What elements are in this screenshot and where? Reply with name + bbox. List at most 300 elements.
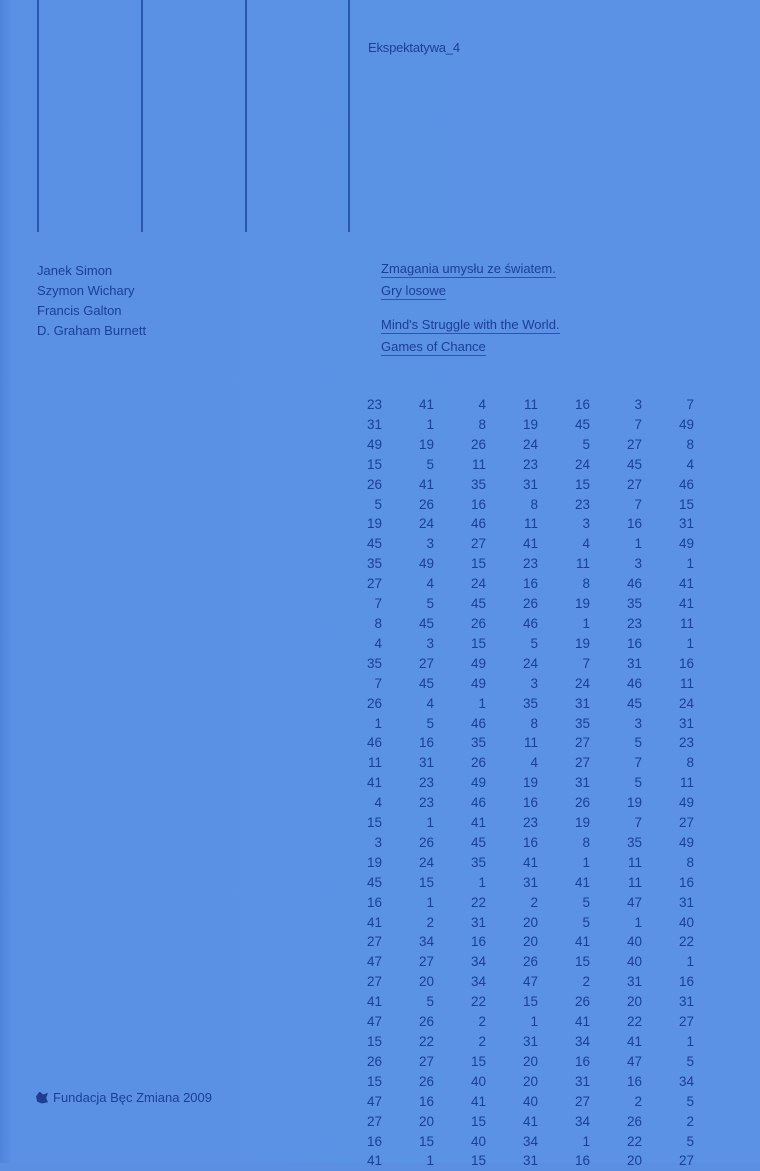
random-number-table <box>358 395 694 1171</box>
number-cell: 2 <box>426 914 434 930</box>
table-row <box>358 893 694 913</box>
number-cell: 5 <box>426 456 434 472</box>
number-cell: 19 <box>366 516 382 532</box>
author-name: Szymon Wichary <box>37 283 135 298</box>
number-cell: 8 <box>686 755 694 771</box>
number-cell: 27 <box>470 536 486 552</box>
publisher-name: Fundacja Bęc Zmiana 2009 <box>53 1090 212 1105</box>
number-cell: 5 <box>686 1133 694 1149</box>
number-cell: 41 <box>626 1034 642 1049</box>
number-cell: 3 <box>634 715 642 731</box>
number-cell: 47 <box>366 954 382 970</box>
number-cell: 46 <box>626 576 642 592</box>
number-cell: 16 <box>574 1053 590 1069</box>
table-row <box>358 833 694 853</box>
table-row <box>358 1032 694 1052</box>
number-cell: 23 <box>678 735 694 751</box>
number-cell: 24 <box>470 576 486 592</box>
number-cell: 46 <box>678 476 694 492</box>
table-row <box>358 1072 694 1092</box>
number-cell: 2 <box>634 1093 642 1109</box>
number-cell: 5 <box>530 635 538 651</box>
number-cell: 7 <box>634 815 642 831</box>
number-cell: 41 <box>678 576 694 592</box>
vertical-rule-2 <box>141 0 143 232</box>
number-cell: 41 <box>574 1014 590 1030</box>
table-row <box>358 455 694 475</box>
number-cell: 41 <box>470 815 486 831</box>
number-cell: 16 <box>626 1073 642 1089</box>
number-cell: 19 <box>366 854 382 870</box>
number-cell: 19 <box>418 436 434 452</box>
number-cell: 35 <box>470 476 486 492</box>
number-cell: 2 <box>686 1113 694 1129</box>
number-cell: 46 <box>470 795 486 811</box>
number-cell: 45 <box>470 596 486 612</box>
table-row <box>358 634 694 654</box>
table-row <box>358 1112 694 1132</box>
number-cell: 1 <box>426 1153 434 1169</box>
number-cell: 16 <box>418 1093 434 1109</box>
number-cell: 16 <box>678 974 694 990</box>
number-cell: 23 <box>418 775 434 791</box>
number-cell: 1 <box>634 536 642 552</box>
number-cell: 2 <box>478 1014 486 1030</box>
number-cell: 8 <box>686 436 694 452</box>
number-cell: 7 <box>634 755 642 771</box>
number-cell: 40 <box>626 954 642 970</box>
number-cell: 15 <box>470 1153 486 1169</box>
number-cell: 35 <box>626 596 642 612</box>
number-cell: 27 <box>418 1053 434 1069</box>
number-cell: 35 <box>366 655 382 671</box>
table-row <box>358 574 694 594</box>
number-cell: 26 <box>366 1053 382 1069</box>
table-row <box>358 475 694 495</box>
number-cell: 34 <box>678 1073 694 1089</box>
number-cell: 23 <box>522 456 538 472</box>
number-cell: 31 <box>574 1073 590 1089</box>
author-name: Janek Simon <box>37 263 113 278</box>
number-cell: 31 <box>678 994 694 1010</box>
number-cell: 1 <box>374 715 382 731</box>
number-cell: 3 <box>530 675 538 691</box>
title-polish <box>381 259 560 303</box>
number-cell: 15 <box>366 456 382 472</box>
number-cell: 5 <box>634 775 642 791</box>
number-cell: 1 <box>634 914 642 930</box>
table-row <box>358 1132 694 1152</box>
number-cell: 49 <box>470 655 486 671</box>
number-cell: 4 <box>374 635 382 651</box>
series-label: Ekspektatywa_4 <box>368 40 460 55</box>
number-cell: 31 <box>418 755 434 771</box>
table-row <box>358 813 694 833</box>
number-cell: 49 <box>678 834 694 850</box>
number-cell: 4 <box>686 456 694 472</box>
table-row <box>358 1012 694 1032</box>
number-cell: 19 <box>522 775 538 791</box>
number-cell: 8 <box>582 576 590 592</box>
table-row <box>358 674 694 694</box>
number-cell: 1 <box>426 815 434 831</box>
number-cell: 16 <box>574 397 590 412</box>
number-cell: 11 <box>679 775 694 791</box>
number-cell: 5 <box>582 894 590 910</box>
number-cell: 15 <box>470 635 486 651</box>
number-cell: 15 <box>366 1073 382 1089</box>
number-cell: 4 <box>530 755 538 771</box>
number-cell: 41 <box>366 1153 382 1169</box>
number-cell: 24 <box>522 655 538 671</box>
number-cell: 20 <box>418 1113 434 1129</box>
number-cell: 15 <box>470 556 486 572</box>
number-cell: 16 <box>678 874 694 890</box>
number-cell: 3 <box>634 556 642 572</box>
number-cell: 11 <box>471 456 486 472</box>
number-cell: 1 <box>582 1133 590 1149</box>
number-cell: 31 <box>678 516 694 532</box>
number-cell: 23 <box>418 795 434 811</box>
table-row <box>358 594 694 614</box>
number-cell: 40 <box>626 934 642 950</box>
number-cell: 27 <box>574 1093 590 1109</box>
number-cell: 22 <box>678 934 694 950</box>
number-cell: 31 <box>626 655 642 671</box>
number-cell: 4 <box>426 576 434 592</box>
number-cell: 41 <box>470 1093 486 1109</box>
number-cell: 41 <box>678 596 694 612</box>
number-cell: 41 <box>522 1113 538 1129</box>
number-cell: 11 <box>575 556 590 572</box>
number-cell: 1 <box>426 416 434 432</box>
number-cell: 11 <box>523 735 538 751</box>
number-cell: 27 <box>418 655 434 671</box>
number-cell: 4 <box>478 397 486 412</box>
number-cell: 1 <box>530 1014 538 1030</box>
number-cell: 40 <box>470 1133 486 1149</box>
number-cell: 5 <box>582 436 590 452</box>
number-cell: 11 <box>679 675 694 691</box>
number-cell: 5 <box>374 496 382 512</box>
number-cell: 19 <box>574 815 590 831</box>
table-row <box>358 714 694 734</box>
number-cell: 31 <box>522 1153 538 1169</box>
number-cell: 49 <box>470 775 486 791</box>
vertical-rule-3 <box>245 0 247 232</box>
table-row <box>358 773 694 793</box>
table-row <box>358 395 694 415</box>
number-cell: 1 <box>686 635 694 651</box>
number-cell: 16 <box>366 1133 382 1149</box>
number-cell: 31 <box>522 874 538 890</box>
number-cell: 8 <box>530 496 538 512</box>
number-cell: 31 <box>574 695 590 711</box>
number-cell: 27 <box>366 974 382 990</box>
number-cell: 3 <box>426 635 434 651</box>
number-cell: 34 <box>574 1034 590 1049</box>
number-cell: 1 <box>478 874 486 890</box>
number-cell: 15 <box>418 874 434 890</box>
number-cell: 27 <box>626 476 642 492</box>
vertical-rule-1 <box>37 0 39 232</box>
number-cell: 40 <box>678 914 694 930</box>
publisher <box>36 1090 212 1105</box>
number-cell: 8 <box>374 615 382 631</box>
table-row <box>358 1092 694 1112</box>
number-cell: 26 <box>366 476 382 492</box>
number-cell: 27 <box>678 1014 694 1030</box>
number-cell: 45 <box>626 456 642 472</box>
table-row <box>358 435 694 455</box>
number-cell: 3 <box>582 516 590 532</box>
number-cell: 34 <box>522 1133 538 1149</box>
number-cell: 24 <box>418 854 434 870</box>
number-cell: 19 <box>626 795 642 811</box>
number-cell: 27 <box>574 755 590 771</box>
number-cell: 26 <box>366 695 382 711</box>
number-cell: 27 <box>626 436 642 452</box>
number-cell: 16 <box>678 655 694 671</box>
number-cell: 41 <box>522 536 538 552</box>
number-cell: 45 <box>574 416 590 432</box>
number-cell: 15 <box>366 815 382 831</box>
number-cell: 49 <box>470 675 486 691</box>
table-row <box>358 753 694 773</box>
number-cell: 16 <box>470 496 486 512</box>
number-cell: 19 <box>522 416 538 432</box>
number-cell: 3 <box>374 834 382 850</box>
number-cell: 16 <box>522 834 538 850</box>
number-cell: 31 <box>366 416 382 432</box>
number-cell: 5 <box>426 715 434 731</box>
table-row <box>358 1052 694 1072</box>
number-cell: 31 <box>574 775 590 791</box>
number-cell: 19 <box>574 635 590 651</box>
number-cell: 27 <box>678 815 694 831</box>
number-cell: 4 <box>374 795 382 811</box>
number-cell: 35 <box>470 854 486 870</box>
number-cell: 3 <box>634 397 642 412</box>
number-cell: 20 <box>522 1073 538 1089</box>
number-cell: 15 <box>574 954 590 970</box>
number-cell: 8 <box>530 715 538 731</box>
number-cell: 16 <box>418 735 434 751</box>
number-cell: 22 <box>418 1034 434 1049</box>
number-cell: 5 <box>426 596 434 612</box>
number-cell: 22 <box>470 894 486 910</box>
number-cell: 20 <box>626 1153 642 1169</box>
vertical-rule-4 <box>348 0 350 232</box>
number-cell: 22 <box>470 994 486 1010</box>
number-cell: 47 <box>626 894 642 910</box>
number-cell: 5 <box>426 994 434 1010</box>
number-cell: 26 <box>418 496 434 512</box>
number-cell: 4 <box>426 695 434 711</box>
number-cell: 47 <box>522 974 538 990</box>
number-cell: 20 <box>418 974 434 990</box>
number-cell: 7 <box>374 596 382 612</box>
number-cell: 46 <box>470 715 486 731</box>
author-name: D. Graham Burnett <box>37 323 147 338</box>
number-cell: 49 <box>678 536 694 552</box>
number-cell: 7 <box>582 655 590 671</box>
number-cell: 16 <box>522 576 538 592</box>
author-list <box>37 261 146 341</box>
number-cell: 46 <box>470 516 486 532</box>
number-cell: 23 <box>522 815 538 831</box>
number-cell: 16 <box>470 934 486 950</box>
number-cell: 49 <box>678 416 694 432</box>
table-row <box>358 952 694 972</box>
number-cell: 35 <box>470 735 486 751</box>
number-cell: 11 <box>627 854 642 870</box>
number-cell: 27 <box>366 1113 382 1129</box>
number-cell: 34 <box>574 1113 590 1129</box>
number-cell: 15 <box>366 1034 382 1049</box>
number-cell: 45 <box>366 874 382 890</box>
number-cell: 22 <box>626 1014 642 1030</box>
number-cell: 15 <box>522 994 538 1010</box>
number-cell: 20 <box>522 914 538 930</box>
number-cell: 27 <box>366 576 382 592</box>
number-cell: 15 <box>678 496 694 512</box>
number-cell: 7 <box>634 496 642 512</box>
title-block <box>381 259 560 371</box>
number-cell: 41 <box>574 934 590 950</box>
table-row <box>358 694 694 714</box>
number-cell: 47 <box>366 1014 382 1030</box>
number-cell: 19 <box>574 596 590 612</box>
number-cell: 45 <box>418 675 434 691</box>
number-cell: 7 <box>686 397 694 412</box>
table-row <box>358 554 694 574</box>
number-cell: 31 <box>678 894 694 910</box>
table-row <box>358 913 694 933</box>
number-cell: 35 <box>366 556 382 572</box>
table-row <box>358 415 694 435</box>
title-english-line-1: Mind's Struggle with the World. <box>381 317 560 332</box>
number-cell: 26 <box>470 436 486 452</box>
number-cell: 1 <box>686 954 694 970</box>
number-cell: 26 <box>626 1113 642 1129</box>
title-polish-line-1: Zmagania umysłu ze światem. <box>381 261 556 276</box>
table-row <box>358 873 694 893</box>
number-cell: 7 <box>374 675 382 691</box>
number-cell: 35 <box>522 695 538 711</box>
number-cell: 26 <box>418 1073 434 1089</box>
number-cell: 26 <box>418 834 434 850</box>
number-cell: 47 <box>366 1093 382 1109</box>
number-cell: 5 <box>582 914 590 930</box>
number-cell: 45 <box>418 615 434 631</box>
number-cell: 26 <box>522 954 538 970</box>
table-row <box>358 534 694 554</box>
number-cell: 1 <box>686 1034 694 1049</box>
number-cell: 27 <box>678 1153 694 1169</box>
number-cell: 46 <box>522 615 538 631</box>
number-cell: 23 <box>626 615 642 631</box>
number-cell: 1 <box>582 615 590 631</box>
number-cell: 20 <box>522 1053 538 1069</box>
number-cell: 40 <box>470 1073 486 1089</box>
number-cell: 24 <box>418 516 434 532</box>
number-cell: 41 <box>366 914 382 930</box>
number-cell: 34 <box>470 954 486 970</box>
number-cell: 49 <box>418 556 434 572</box>
number-cell: 5 <box>634 735 642 751</box>
number-cell: 7 <box>634 416 642 432</box>
number-cell: 49 <box>678 795 694 811</box>
number-cell: 41 <box>366 775 382 791</box>
number-cell: 34 <box>470 974 486 990</box>
number-cell: 1 <box>478 695 486 711</box>
number-cell: 26 <box>418 1014 434 1030</box>
number-cell: 24 <box>522 436 538 452</box>
number-cell: 31 <box>678 715 694 731</box>
number-cell: 31 <box>522 1034 538 1049</box>
number-cell: 45 <box>626 695 642 711</box>
number-cell: 24 <box>678 695 694 711</box>
number-cell: 15 <box>470 1113 486 1129</box>
number-cell: 31 <box>522 476 538 492</box>
number-cell: 26 <box>574 795 590 811</box>
number-cell: 41 <box>574 874 590 890</box>
number-cell: 2 <box>582 974 590 990</box>
number-cell: 8 <box>478 416 486 432</box>
bird-logo-icon <box>36 1092 48 1104</box>
number-cell: 16 <box>574 1153 590 1169</box>
number-cell: 22 <box>626 1133 642 1149</box>
table-row <box>358 1151 694 1171</box>
number-cell: 40 <box>522 1093 538 1109</box>
number-cell: 16 <box>366 894 382 910</box>
author-name: Francis Galton <box>37 303 122 318</box>
number-cell: 23 <box>574 496 590 512</box>
number-cell: 23 <box>522 556 538 572</box>
number-cell: 11 <box>679 615 694 631</box>
number-cell: 11 <box>523 516 538 532</box>
number-cell: 34 <box>418 934 434 950</box>
number-cell: 16 <box>626 516 642 532</box>
number-cell: 4 <box>582 536 590 552</box>
title-polish-line-2: Gry losowe <box>381 283 447 298</box>
number-cell: 47 <box>626 1053 642 1069</box>
table-row <box>358 495 694 515</box>
number-cell: 46 <box>366 735 382 751</box>
title-english-line-2: Games of Chance <box>381 339 486 354</box>
table-row <box>358 793 694 813</box>
number-cell: 46 <box>626 675 642 691</box>
table-row <box>358 514 694 534</box>
table-row <box>358 972 694 992</box>
number-cell: 35 <box>626 834 642 850</box>
number-cell: 20 <box>522 934 538 950</box>
number-cell: 27 <box>574 735 590 751</box>
number-cell: 26 <box>470 755 486 771</box>
number-cell: 26 <box>522 596 538 612</box>
table-row <box>358 733 694 753</box>
number-cell: 27 <box>418 954 434 970</box>
number-cell: 41 <box>418 397 434 412</box>
number-cell: 31 <box>470 914 486 930</box>
number-cell: 23 <box>366 397 382 412</box>
table-row <box>358 853 694 873</box>
number-cell: 11 <box>523 397 538 412</box>
number-cell: 41 <box>418 476 434 492</box>
number-cell: 16 <box>626 635 642 651</box>
number-cell: 20 <box>626 994 642 1010</box>
